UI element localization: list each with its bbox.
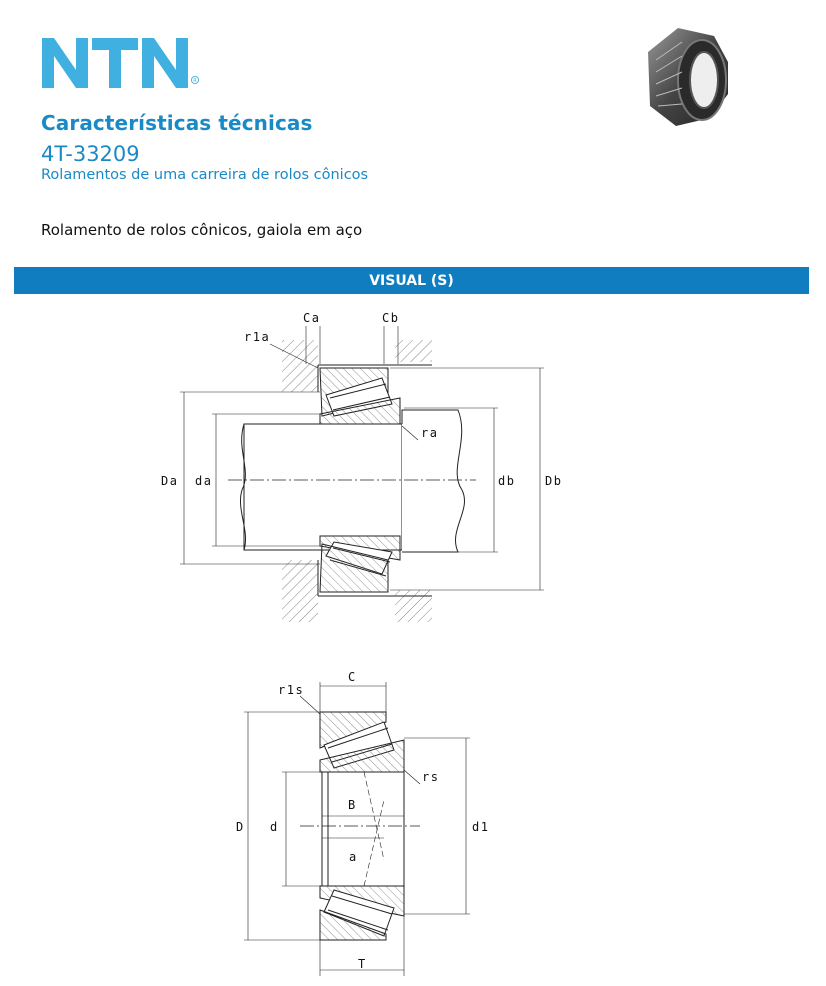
label-r1a: r1a <box>244 330 271 344</box>
svg-text:R: R <box>193 78 197 84</box>
ntn-logo <box>42 36 202 94</box>
label-ca: Ca <box>303 311 321 325</box>
label-cb: Cb <box>382 311 400 325</box>
page-title: Características técnicas <box>41 111 313 135</box>
label-d1: d1 <box>472 820 490 834</box>
mounting-diagram <box>180 326 544 622</box>
label-c: C <box>348 670 357 684</box>
section-header-visual: VISUAL (S) <box>14 267 809 294</box>
label-a: a <box>349 850 358 864</box>
technical-drawing <box>0 300 826 986</box>
bearing-photo <box>638 22 734 132</box>
product-subtitle: Rolamentos de uma carreira de rolos cônicos <box>41 167 369 183</box>
label-db-outer: Db <box>545 474 563 488</box>
label-da-inner: da <box>195 474 213 488</box>
label-b: B <box>348 798 357 812</box>
product-model: 4T-33209 <box>41 142 140 166</box>
product-description: Rolamento de rolos cônicos, gaiola em aço <box>41 221 363 239</box>
label-da-outer: Da <box>161 474 179 488</box>
label-d-bore: d <box>270 820 279 834</box>
label-d-outer: D <box>236 820 245 834</box>
label-ra: ra <box>421 426 439 440</box>
label-db: db <box>498 474 516 488</box>
label-rs: rs <box>422 770 440 784</box>
label-t: T <box>358 957 367 971</box>
label-r1s: r1s <box>278 683 305 697</box>
